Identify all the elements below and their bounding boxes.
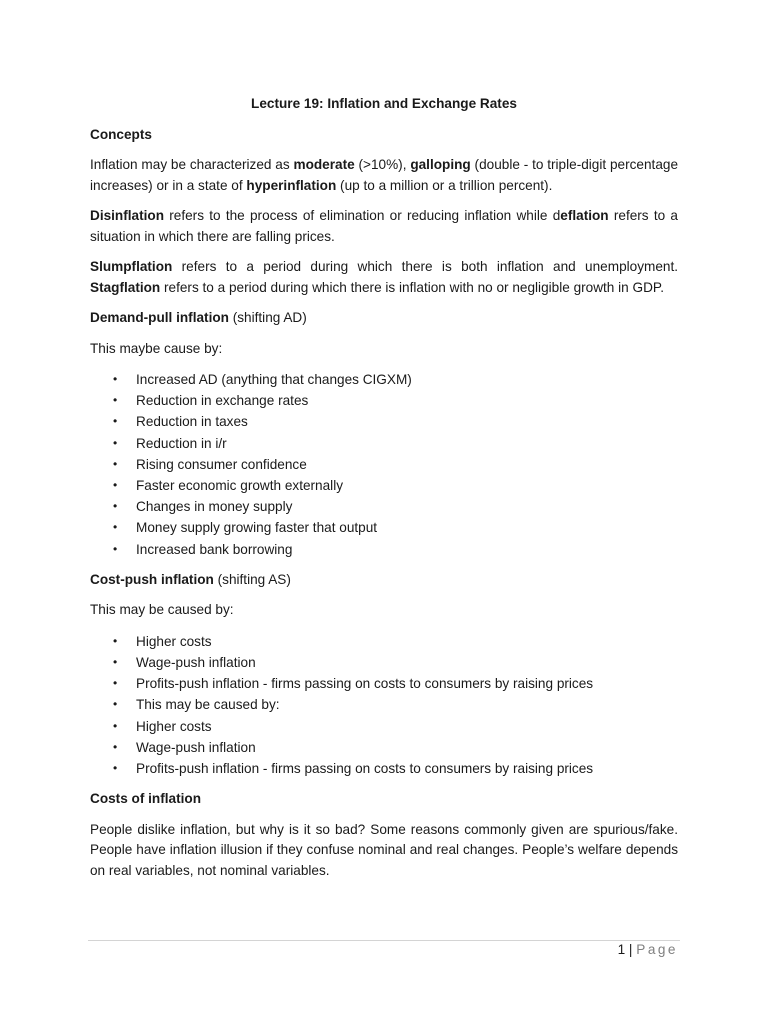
list-item — [90, 390, 678, 411]
list-item-text: Wage-push inflation — [136, 655, 256, 671]
page-number: 1 — [617, 942, 626, 957]
text: (double - to triple-digit percentage increases) or in a state of — [90, 157, 679, 193]
concepts-heading: Concepts — [90, 126, 152, 142]
paragraph-slumpflation — [90, 257, 678, 298]
list-item — [90, 758, 678, 779]
list-item — [90, 517, 678, 538]
bullet-icon: • — [113, 541, 118, 556]
page-footer — [618, 942, 678, 957]
footer-divider — [88, 940, 680, 941]
text: refers to a period during which there is inflation with no or negligible growth in GDP. — [160, 279, 664, 295]
list-item — [90, 369, 678, 390]
list-item-text: Changes in money supply — [136, 499, 293, 515]
bullet-icon: • — [113, 456, 118, 471]
list-item — [90, 475, 678, 496]
list-item-text: Money supply growing faster that output — [136, 520, 378, 536]
list-item — [90, 673, 678, 694]
bullet-icon: • — [113, 372, 118, 386]
list-item — [90, 716, 678, 737]
list-item — [90, 631, 678, 652]
bullet-icon: • — [113, 478, 118, 493]
list-item-text: Profits-push inflation - firms passing on costs to consumers by raising prices — [136, 676, 594, 692]
bullet-icon: • — [113, 499, 118, 514]
term-stagflation: Stagflation — [90, 279, 161, 295]
bullet-icon: • — [113, 718, 118, 733]
bullet-icon: • — [113, 676, 118, 691]
list-item-text: Higher costs — [136, 633, 212, 649]
term-deflation: eflation — [560, 208, 609, 223]
paragraph-inflation-types — [90, 155, 678, 196]
list-item — [90, 433, 678, 454]
term-hyperinflation: hyperinflation — [246, 177, 337, 193]
bullet-icon: • — [113, 393, 118, 408]
costs-paragraph: People dislike inflation, but why is it so bad? Some reasons commonly given are spurious/fake. People have inflation illusion if they confuse nominal and real changes. People’s welfare depends on real variables, not nominal variables. — [90, 821, 678, 878]
cost-push-list — [90, 631, 678, 779]
term-disinflation: Disinflation — [90, 208, 165, 223]
demand-pull-list — [90, 369, 678, 560]
demand-pull-title: Demand-pull inflation — [90, 310, 229, 325]
bullet-icon: • — [113, 697, 118, 712]
term-slumpflation: Slumpflation — [90, 259, 173, 274]
text: (up to a million or a trillion percent). — [336, 177, 553, 193]
costs-heading: Costs of inflation — [90, 791, 202, 807]
text: refers to a period during which there is both inflation and unemployment. — [172, 259, 678, 274]
document-body — [90, 94, 678, 891]
bullet-icon: • — [113, 414, 118, 429]
list-item — [90, 496, 678, 517]
cost-push-subtitle: (shifting AS) — [213, 571, 291, 587]
list-item-text: Wage-push inflation — [136, 739, 256, 755]
demand-pull-subtitle: (shifting AD) — [228, 310, 307, 325]
cost-push-title: Cost-push inflation — [90, 571, 214, 587]
cost-push-heading — [90, 570, 678, 591]
list-item-text: Reduction in exchange rates — [136, 393, 309, 409]
list-item-text: Rising consumer confidence — [136, 456, 307, 472]
list-item-text: Reduction in taxes — [136, 414, 248, 430]
list-item-text: Higher costs — [136, 718, 212, 734]
text: refers to a situation in which there are falling prices. — [90, 208, 678, 244]
list-item-text: Increased bank borrowing — [136, 541, 293, 557]
list-item — [90, 454, 678, 475]
text: refers to the process of elimination or reducing inflation while d — [164, 208, 561, 223]
list-item-text: Profits-push inflation - firms passing on costs to consumers by raising prices — [136, 761, 594, 777]
term-galloping: galloping — [410, 157, 471, 172]
list-item — [90, 737, 678, 758]
list-item — [90, 652, 678, 673]
term-moderate: moderate — [293, 157, 355, 172]
bullet-icon: • — [113, 655, 118, 670]
bullet-icon: • — [113, 435, 118, 450]
page-label: Page — [636, 942, 678, 957]
cost-push-intro: This may be caused by: — [90, 602, 234, 618]
document-title: Lecture 19: Inflation and Exchange Rates — [251, 96, 517, 111]
bullet-icon: • — [113, 633, 118, 648]
list-item-text: Increased AD (anything that changes CIGXM) — [136, 372, 412, 387]
list-item — [90, 539, 678, 560]
demand-pull-intro: This maybe cause by: — [90, 340, 223, 356]
bullet-icon: • — [113, 520, 118, 535]
list-item-text: This may be caused by: — [136, 697, 280, 713]
text: (>10%), — [354, 157, 411, 172]
footer-separator: | — [625, 942, 637, 957]
bullet-icon: • — [113, 761, 118, 776]
demand-pull-heading — [90, 308, 678, 329]
list-item — [90, 694, 678, 715]
text: Inflation may be characterized as — [90, 157, 294, 172]
list-item-text: Faster economic growth externally — [136, 478, 344, 494]
paragraph-disinflation — [90, 206, 678, 247]
bullet-icon: • — [113, 739, 118, 754]
list-item — [90, 411, 678, 432]
list-item-text: Reduction in i/r — [136, 435, 227, 451]
